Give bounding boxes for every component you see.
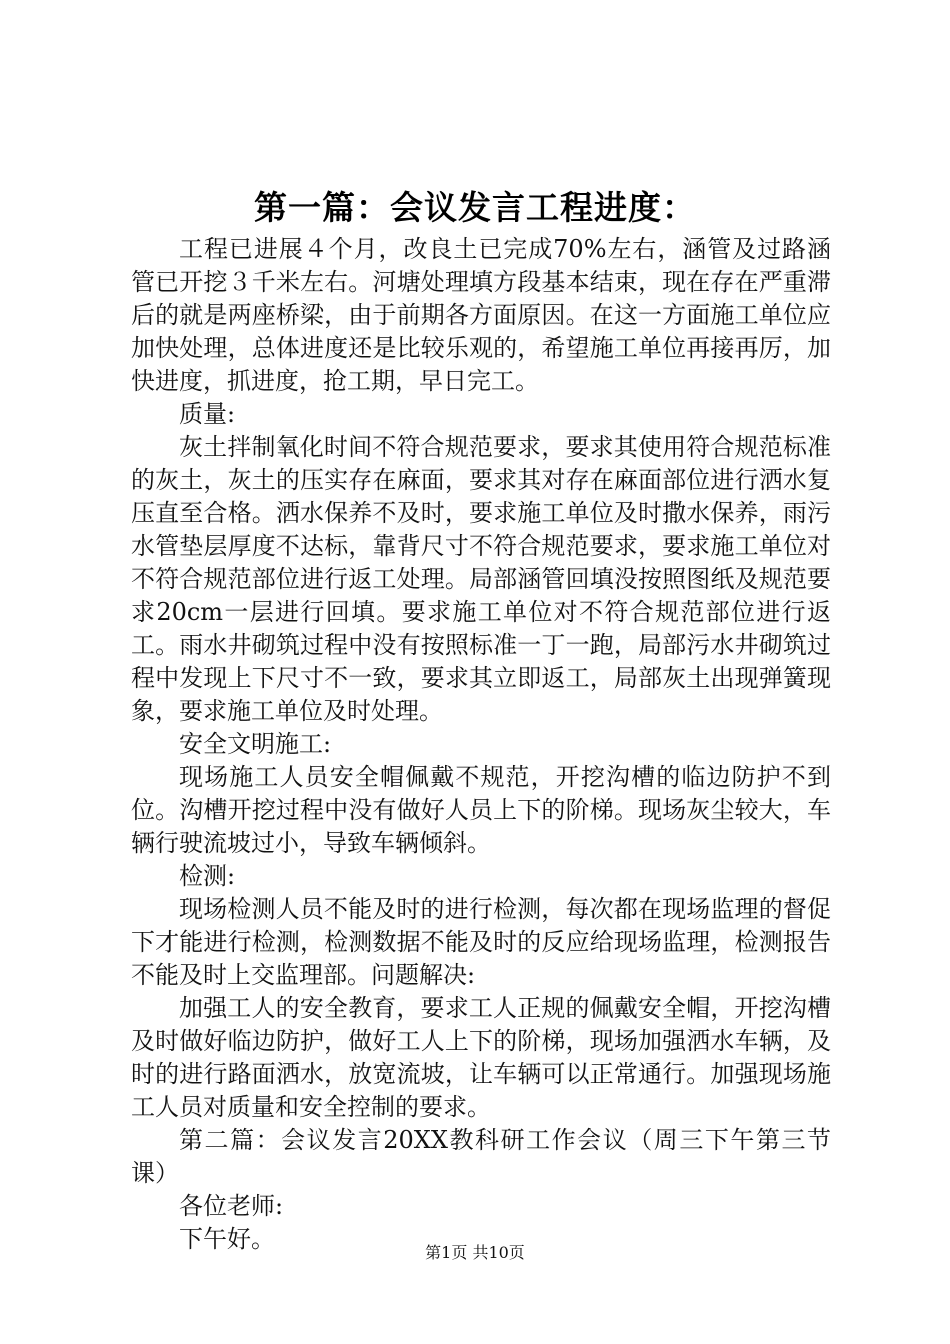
page-footer: 第1页 共10页 <box>425 1243 525 1262</box>
heading-quality: 质量: <box>179 400 236 428</box>
heading-safety: 安全文明施工: <box>179 730 332 758</box>
document-body <box>131 233 831 1256</box>
paragraph-testing: 现场检测人员不能及时的进行检测，每次都在现场监理的督促下才能进行检测，检测数据不能及时的反应给现场监理，检测报告不能及时上交监理部。问题解决: <box>131 895 831 989</box>
paragraph-greeting-teachers: 各位老师: <box>179 1192 284 1220</box>
heading-second-article: 第二篇：会议发言20XX教科研工作会议（周三下午第三节课） <box>131 1126 831 1187</box>
paragraph-greeting-afternoon: 下午好。 <box>179 1225 275 1253</box>
paragraph-quality: 灰土拌制氧化时间不符合规范要求，要求其使用符合规范标准的灰土，灰土的压实存在麻面，要求其对存在麻面部位进行洒水复压直至合格。洒水保养不及时，要求施工单位及时撒水保养，雨污水管垫层厚度不达标，靠背尺寸不符合规范要求，要求施工单位对不符合规范部位进行返工处理。局部涵管回填没按照图纸及规范要求20cm一层进行回填。要求施工单位对不符合规范部位进行返工。雨水井砌筑过程中没有按照标准一丁一跑，局部污水井砌筑过程中发现上下尺寸不一致，要求其立即返工，局部灰土出现弹簧现象，要求施工单位及时处理。 <box>131 433 831 725</box>
paragraph-progress: 工程已进展４个月，改良土已完成70%左右，涵管及过路涵管已开挖３千米左右。河塘处理填方段基本结束，现在存在严重滞后的就是两座桥梁，由于前期各方面原因。在这一方面施工单位应加快处理，总体进度还是比较乐观的，希望施工单位再接再厉，加快进度，抓进度，抢工期，早日完工。 <box>131 235 831 395</box>
heading-testing: 检测: <box>179 862 236 890</box>
paragraph-safety: 现场施工人员安全帽佩戴不规范，开挖沟槽的临边防护不到位。沟槽开挖过程中没有做好人员上下的阶梯。现场灰尘较大，车辆行驶流坡过小，导致车辆倾斜。 <box>131 763 831 857</box>
paragraph-solutions: 加强工人的安全教育，要求工人正规的佩戴安全帽，开挖沟槽及时做好临边防护，做好工人上下的阶梯，现场加强洒水车辆，及时的进行路面洒水，放宽流坡，让车辆可以正常通行。加强现场施工人员对质量和安全控制的要求。 <box>131 994 831 1121</box>
document-title: 第一篇：会议发言工程进度： <box>254 188 696 227</box>
